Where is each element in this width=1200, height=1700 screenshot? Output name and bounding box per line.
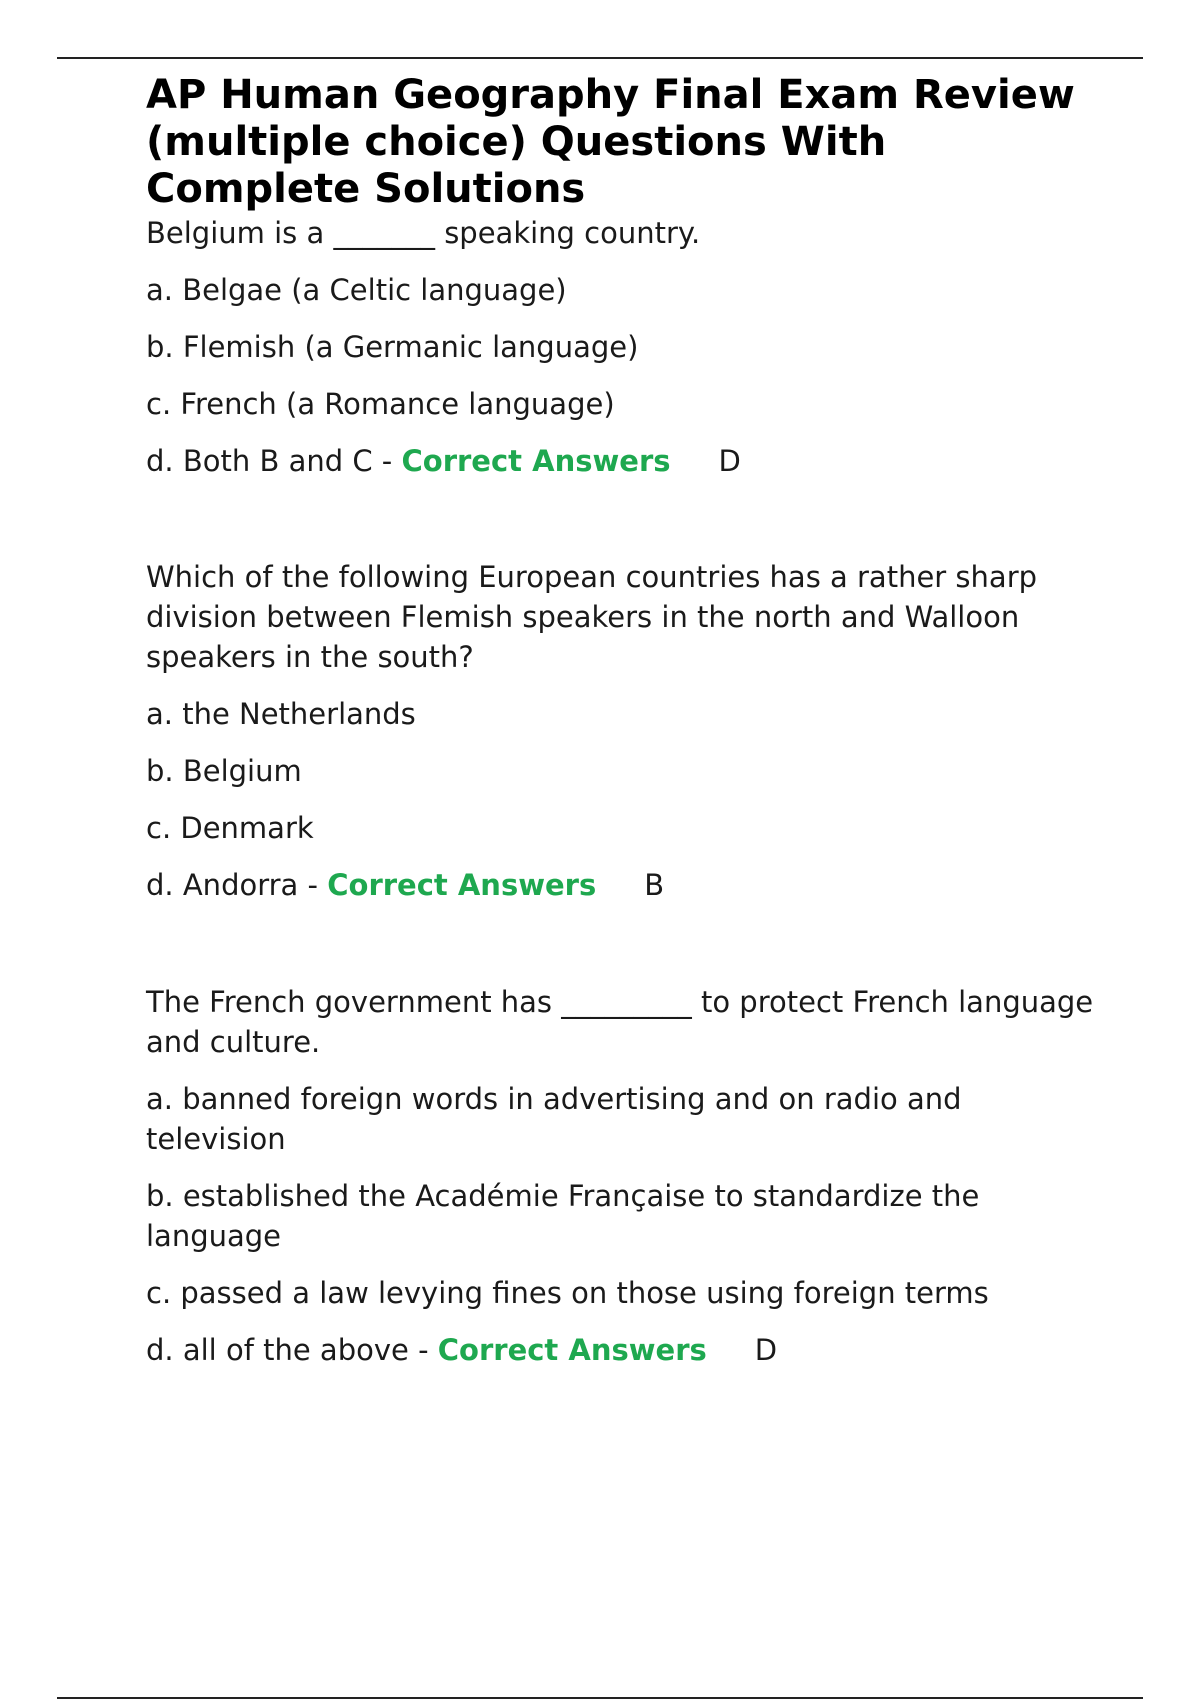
question-3 [146, 982, 1106, 1370]
top-rule [57, 57, 1143, 59]
option-d-text: d. all of the above - [146, 1333, 438, 1367]
question-1 [146, 213, 1106, 481]
option-d-text: d. Andorra - [146, 868, 328, 902]
question-text: The French government has _________ to protect French language and culture. [146, 985, 1094, 1059]
document-body [146, 72, 1106, 1370]
option-d [146, 865, 1106, 905]
document-title: AP Human Geography Final Exam Review (multiple choice) Questions With Complete Solutions [146, 72, 1075, 212]
answer-letter: D [754, 1333, 778, 1367]
correct-answers-label: Correct Answers [437, 1333, 707, 1367]
answer-letter: D [718, 444, 741, 478]
bottom-rule [57, 1697, 1143, 1699]
correct-answers-label: Correct Answers [327, 868, 597, 902]
answer-letter: B [644, 868, 665, 902]
option-c: c. French (a Romance language) [146, 387, 615, 421]
option-d-text: d. Both B and C - [146, 444, 402, 478]
option-d [146, 441, 1106, 481]
option-b: b. established the Académie Française to standardize the language [146, 1179, 980, 1253]
question-text: Belgium is a _______ speaking country. [146, 216, 701, 250]
option-a: a. the Netherlands [146, 697, 416, 731]
option-b: b. Belgium [146, 754, 302, 788]
question-spacer [146, 905, 1106, 982]
option-a: a. banned foreign words in advertising and on radio and television [146, 1082, 962, 1156]
question-2 [146, 557, 1106, 905]
option-c: c. passed a law levying fines on those using foreign terms [146, 1276, 989, 1310]
question-spacer [146, 481, 1106, 557]
option-b: b. Flemish (a Germanic language) [146, 330, 639, 364]
question-text: Which of the following European countries has a rather sharp division between Flemish speakers in the north and Walloon speakers in the south? [146, 560, 1038, 674]
option-a: a. Belgae (a Celtic language) [146, 273, 567, 307]
correct-answers-label: Correct Answers [401, 444, 671, 478]
option-c: c. Denmark [146, 811, 314, 845]
option-d [146, 1330, 1106, 1370]
